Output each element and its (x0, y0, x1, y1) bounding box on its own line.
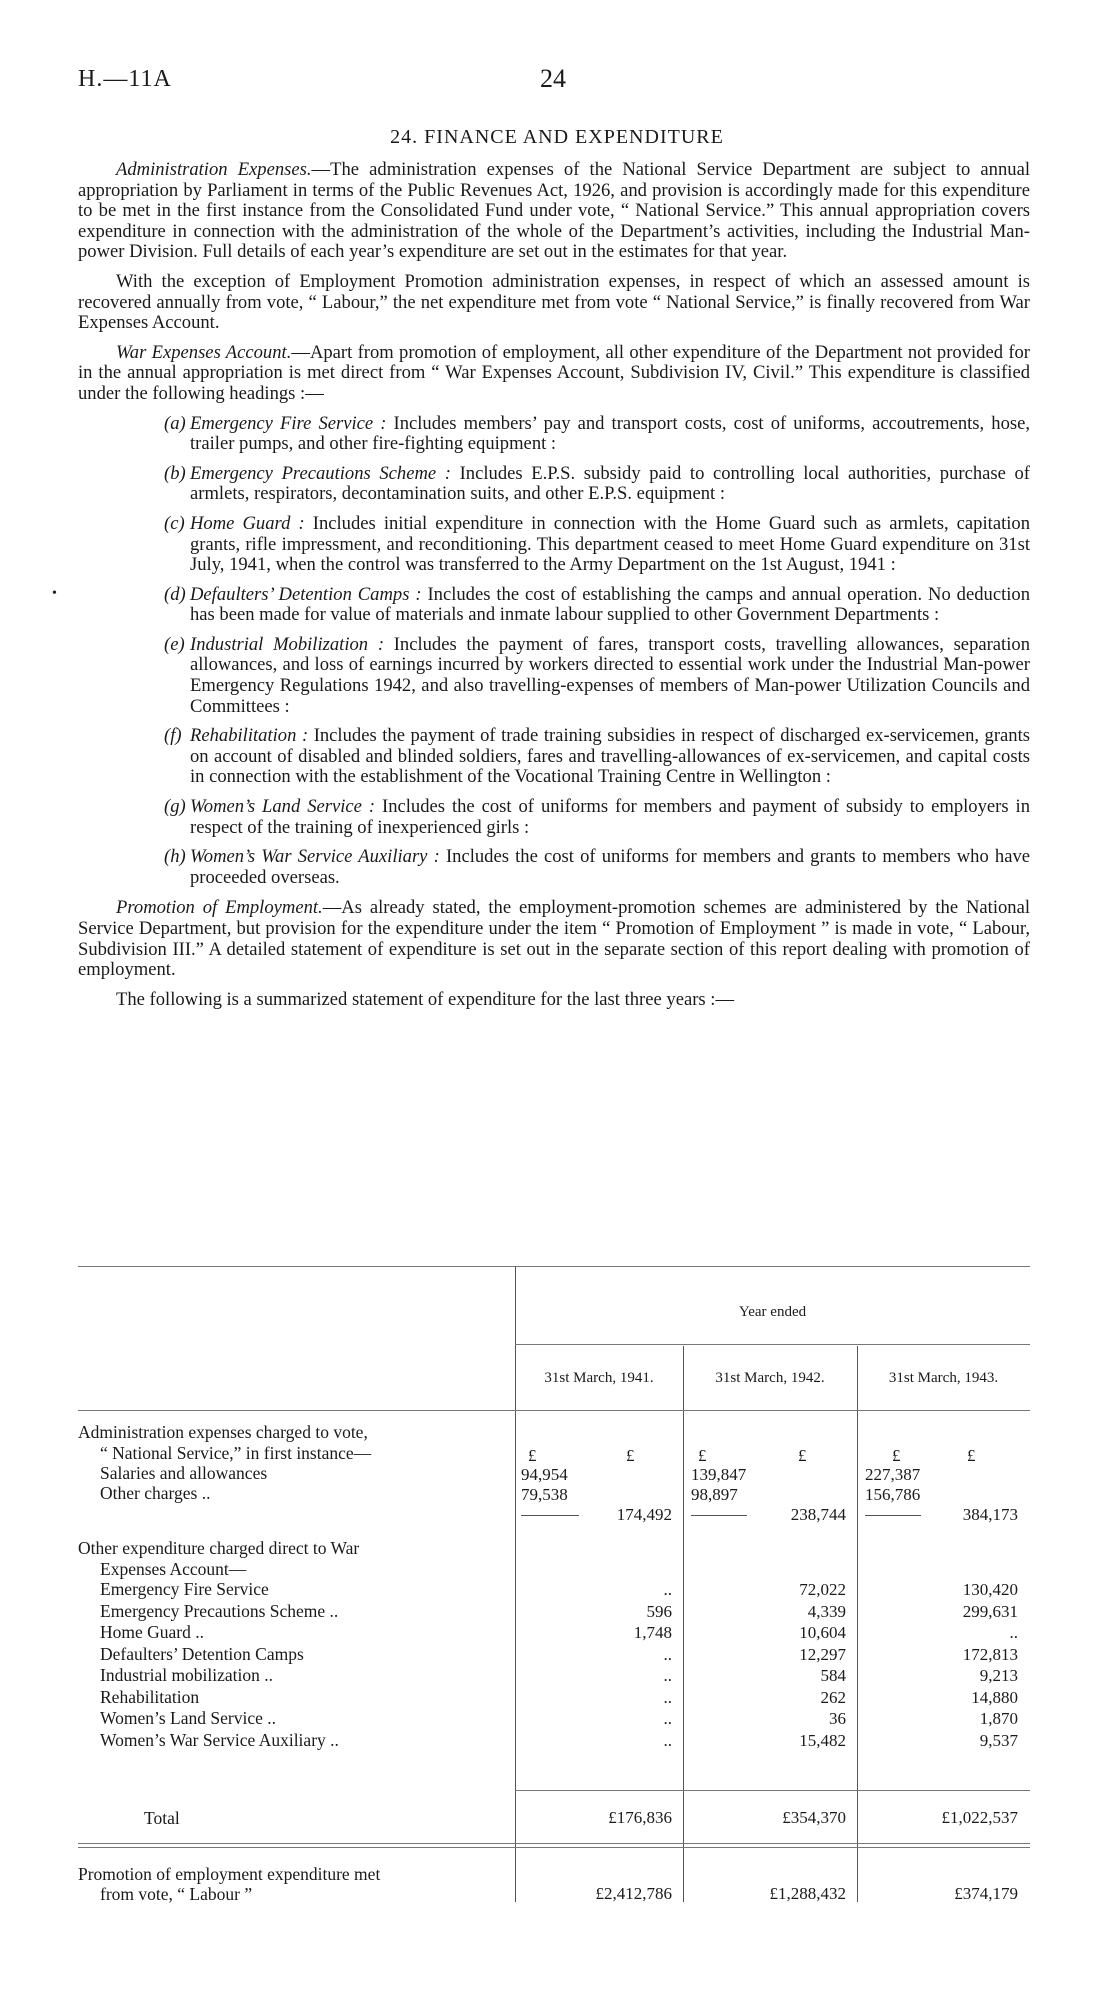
heading-list (78, 414, 1030, 889)
war-row-value: .. (663, 1709, 672, 1728)
salaries-1942: 139,847 (691, 1465, 747, 1484)
heading-item-text: Includes initial expenditure in connection with the Home Guard such as armlets, capitation grants, rifle impressment, and reconditioning. This department ceased to meet Home Guard expenditure on 31st July, 1941, when the control was transferred to the Army Department on the 1st August, 1941 : (190, 512, 1030, 576)
war-row-value: 10,604 (799, 1623, 846, 1642)
table-divider-2 (683, 1346, 684, 1902)
war-body: —Apart from promotion of employment, all other expenditure of the Department not provided for in the annual appropriation is met direct from “ War Expenses Account, Subdivision IV, Civil.” This expenditure is classified under the following headings :— (78, 341, 1030, 404)
other-1943: 156,786 (865, 1485, 921, 1504)
currency-1941a: £ (528, 1446, 537, 1465)
margin-mark: • (52, 586, 57, 601)
war-row-value: 172,813 (962, 1644, 1018, 1664)
war-row-value: 596 (646, 1601, 672, 1621)
admin-body: —The administration expenses of the National Service Department are subject to annual appropriation by Parliament in terms of the Public Revenues Act, 1926, and provision is accordingly made for this expenditure to be met in the first instance from the Consolidated Fund under vote, “ National Service.” This annual appropriation covers expenditure in connection with the administration of the whole of the Department’s activities, including the Industrial Man-power Division. Full details of each year’s expenditure are set out in the estimates for that year. (78, 159, 1030, 263)
heading-item (78, 847, 1030, 888)
war-row-value: .. (663, 1644, 672, 1664)
war-row-value: .. (1009, 1623, 1018, 1642)
total-label (144, 1808, 180, 1829)
col-1941-heading: 31st March, 1941. (544, 1370, 654, 1386)
war-row-value: 15,482 (799, 1730, 846, 1750)
heading-item (78, 414, 1030, 455)
section-title: 24. FINANCE AND EXPENDITURE (390, 126, 724, 148)
col-1943-heading: 31st March, 1943. (888, 1370, 999, 1386)
promotion-lead: Promotion of Employment. (116, 897, 323, 919)
heading-item (78, 514, 1030, 576)
admin-total-1942: 238,744 (790, 1505, 846, 1524)
promo-label-line-1: Promotion of employment expenditure met (78, 1864, 381, 1884)
war-row-value: 584 (820, 1666, 846, 1685)
war-lead: War Expenses Account. (116, 341, 292, 363)
promo-1941: £2,412,786 (595, 1884, 672, 1903)
heading-item (78, 464, 1030, 505)
heading-item-label: (h) (164, 846, 186, 868)
war-row-label: Emergency Precautions Scheme .. (100, 1600, 339, 1621)
war-row-value: .. (663, 1666, 672, 1685)
subtotal-rule-1941 (521, 1515, 579, 1516)
salaries-label: Salaries and allowances (100, 1463, 268, 1483)
admin-label-line-2: “ National Service,” in first instance— (100, 1443, 372, 1463)
heading-item-name: Women’s War Service Auxiliary : (190, 846, 440, 868)
war-row-value: 12,297 (799, 1644, 846, 1664)
war-row-label: Home Guard .. (100, 1622, 205, 1642)
heading-item-text: Includes E.P.S. subsidy paid to controlling local authorities, purchase of armlets, respirators, decontamination suits, and other E.P.S. equipment : (190, 462, 1030, 505)
heading-item-label: (f) (164, 725, 182, 747)
document-code: H.—11A (78, 66, 172, 92)
war-row-label: Industrial mobilization .. (100, 1665, 274, 1685)
salaries-1943: 227,387 (865, 1465, 921, 1484)
heading-item (78, 585, 1030, 626)
war-row-value: 9,213 (979, 1666, 1018, 1685)
subtotal-rule-1942 (691, 1515, 747, 1516)
war-row-value: .. (663, 1687, 672, 1707)
promotion-body: —As already stated, the employment-promotion schemes are administered by the National Service Department, but provision for the expenditure under the item “ Promotion of Employment ” is made in vote, “ Labour, Subdivision III.” A detailed statement of expenditure is set out in the separate section of this report dealing with promotion of employment. (78, 897, 1031, 981)
war-row-value: .. (663, 1580, 672, 1599)
admin-total-1943: 384,173 (962, 1505, 1018, 1524)
war-row-value: 130,420 (962, 1580, 1018, 1599)
total-top-rule (515, 1790, 1030, 1791)
war-row-label: Women’s War Service Auxiliary .. (100, 1729, 339, 1750)
currency-1941b: £ (626, 1446, 635, 1465)
other-1941: 79,538 (521, 1485, 568, 1504)
war-row-value: 72,022 (799, 1580, 846, 1599)
war-row-value: 299,631 (962, 1601, 1018, 1621)
war-paragraph (78, 343, 1030, 405)
heading-item-text: Includes the cost of uniforms for members and grants to members who have proceeded overseas. (190, 846, 1030, 888)
admin-label-line-1: Administration expenses charged to vote, (78, 1422, 368, 1442)
currency-1942a: £ (698, 1446, 707, 1465)
col-1942-heading: 31st March, 1942. (715, 1370, 825, 1386)
heading-item-name: Emergency Fire Service : (190, 412, 387, 434)
war-row-value: 262 (820, 1687, 846, 1707)
heading-item (78, 635, 1030, 717)
year-rule (515, 1344, 1030, 1345)
war-row-label: Defaulters’ Detention Camps (100, 1643, 304, 1664)
heading-item-label: (e) (164, 633, 185, 655)
exception-paragraph: With the exception of Employment Promotion administration expenses, in respect of which an assessed amount is recovered annually from vote, “ Labour,” the net expenditure met from vote “ National Service,” is finally recovered from War Expenses Account. (78, 270, 1030, 334)
promotion-paragraph (78, 898, 1030, 980)
heading-item (78, 726, 1030, 788)
heading-item (78, 797, 1030, 838)
heading-item-text: Includes the payment of fares, transport costs, travelling allowances, separation allowances, and loss of earnings incurred by workers directed to essential work under the Industrial Man-power Emergency Regulations 1942, and also travelling-expenses of members of Man-power Utilization Councils and Committees : (190, 633, 1030, 717)
heading-item-text: Includes the cost of uniforms for members and payment of subsidy to employers in respect of the training of inexperienced girls : (190, 796, 1030, 838)
table-divider-3 (857, 1346, 858, 1902)
heading-item-name: Rehabilitation : (190, 725, 309, 747)
currency-1943b: £ (967, 1446, 976, 1465)
promo-1943: £374,179 (954, 1884, 1018, 1903)
heading-item-label: (c) (164, 512, 185, 534)
war-row-value: 36 (829, 1709, 846, 1728)
total-label-text: Total (144, 1808, 180, 1828)
currency-1942b: £ (798, 1446, 807, 1465)
currency-1943a: £ (892, 1446, 901, 1465)
subtotal-rule-1943 (865, 1515, 921, 1516)
promo-1942: £1,288,432 (769, 1884, 846, 1903)
heading-item-name: Home Guard : (190, 512, 305, 534)
war-row-value: .. (663, 1730, 672, 1750)
table-top-rule (78, 1266, 1030, 1267)
war-row-label: Emergency Fire Service (100, 1579, 269, 1599)
promo-label-line-2: from vote, “ Labour ” (100, 1884, 253, 1904)
heading-item-label: (b) (164, 462, 186, 484)
page-number: 24 (540, 64, 566, 93)
war-row-label: Women’s Land Service .. (100, 1708, 276, 1728)
total-1941: £176,836 (608, 1808, 672, 1827)
body-text (78, 160, 1030, 1019)
admin-paragraph (78, 160, 1030, 263)
heading-item-name: Defaulters’ Detention Camps : (190, 583, 422, 605)
other-1942: 98,897 (691, 1485, 738, 1504)
year-ended-heading: Year ended (738, 1304, 807, 1320)
war-row-label: Rehabilitation (100, 1686, 200, 1707)
admin-total-1941: 174,492 (616, 1505, 672, 1524)
war-row-value: 4,339 (807, 1601, 846, 1621)
table-divider-1 (515, 1266, 516, 1902)
heading-item-text: Includes members’ pay and transport costs, cost of uniforms, accoutrements, hose, trailer pumps, and other fire-fighting equipment : (190, 412, 1030, 455)
war-label-line-1: Other expenditure charged direct to War (78, 1538, 360, 1558)
heading-item-name: Women’s Land Service : (190, 796, 376, 818)
total-1943: £1,022,537 (941, 1808, 1018, 1827)
total-bottom-rule-1 (78, 1843, 1030, 1844)
heading-item-text: Includes the payment of trade training subsidies in respect of discharged ex-servicemen, grants on account of disabled and blinded soldiers, fares and travelling-allowances of ex-servicemen, and capital costs in connection with the establishment of the Vocational Training Centre in Wellington : (190, 725, 1030, 788)
total-bottom-rule-2 (78, 1847, 1030, 1848)
war-row-value: 9,537 (979, 1730, 1018, 1750)
war-row-value: 14,880 (971, 1687, 1018, 1707)
summary-intro: The following is a summarized statement of expenditure for the last three years :— (116, 988, 735, 1010)
heading-item-label: (a) (164, 412, 186, 434)
war-row-value: 1,748 (633, 1623, 672, 1642)
admin-lead: Administration Expenses. (116, 159, 312, 180)
salaries-1941: 94,954 (521, 1465, 568, 1484)
heading-item-label: (g) (164, 796, 186, 818)
heading-item-label: (d) (164, 583, 186, 605)
heading-item-text: Includes the cost of establishing the camps and annual operation. No deduction has been made for value of materials and inmate labour supplied to other Government Departments : (190, 583, 1031, 626)
total-1942: £354,370 (782, 1808, 846, 1827)
heading-item-name: Emergency Precautions Scheme : (190, 462, 451, 484)
header-bottom-rule (78, 1410, 1030, 1411)
heading-item-name: Industrial Mobilization : (190, 633, 385, 655)
war-row-value: 1,870 (979, 1709, 1018, 1728)
other-charges-label: Other charges .. (100, 1483, 211, 1503)
war-label-line-2: Expenses Account— (100, 1559, 247, 1579)
